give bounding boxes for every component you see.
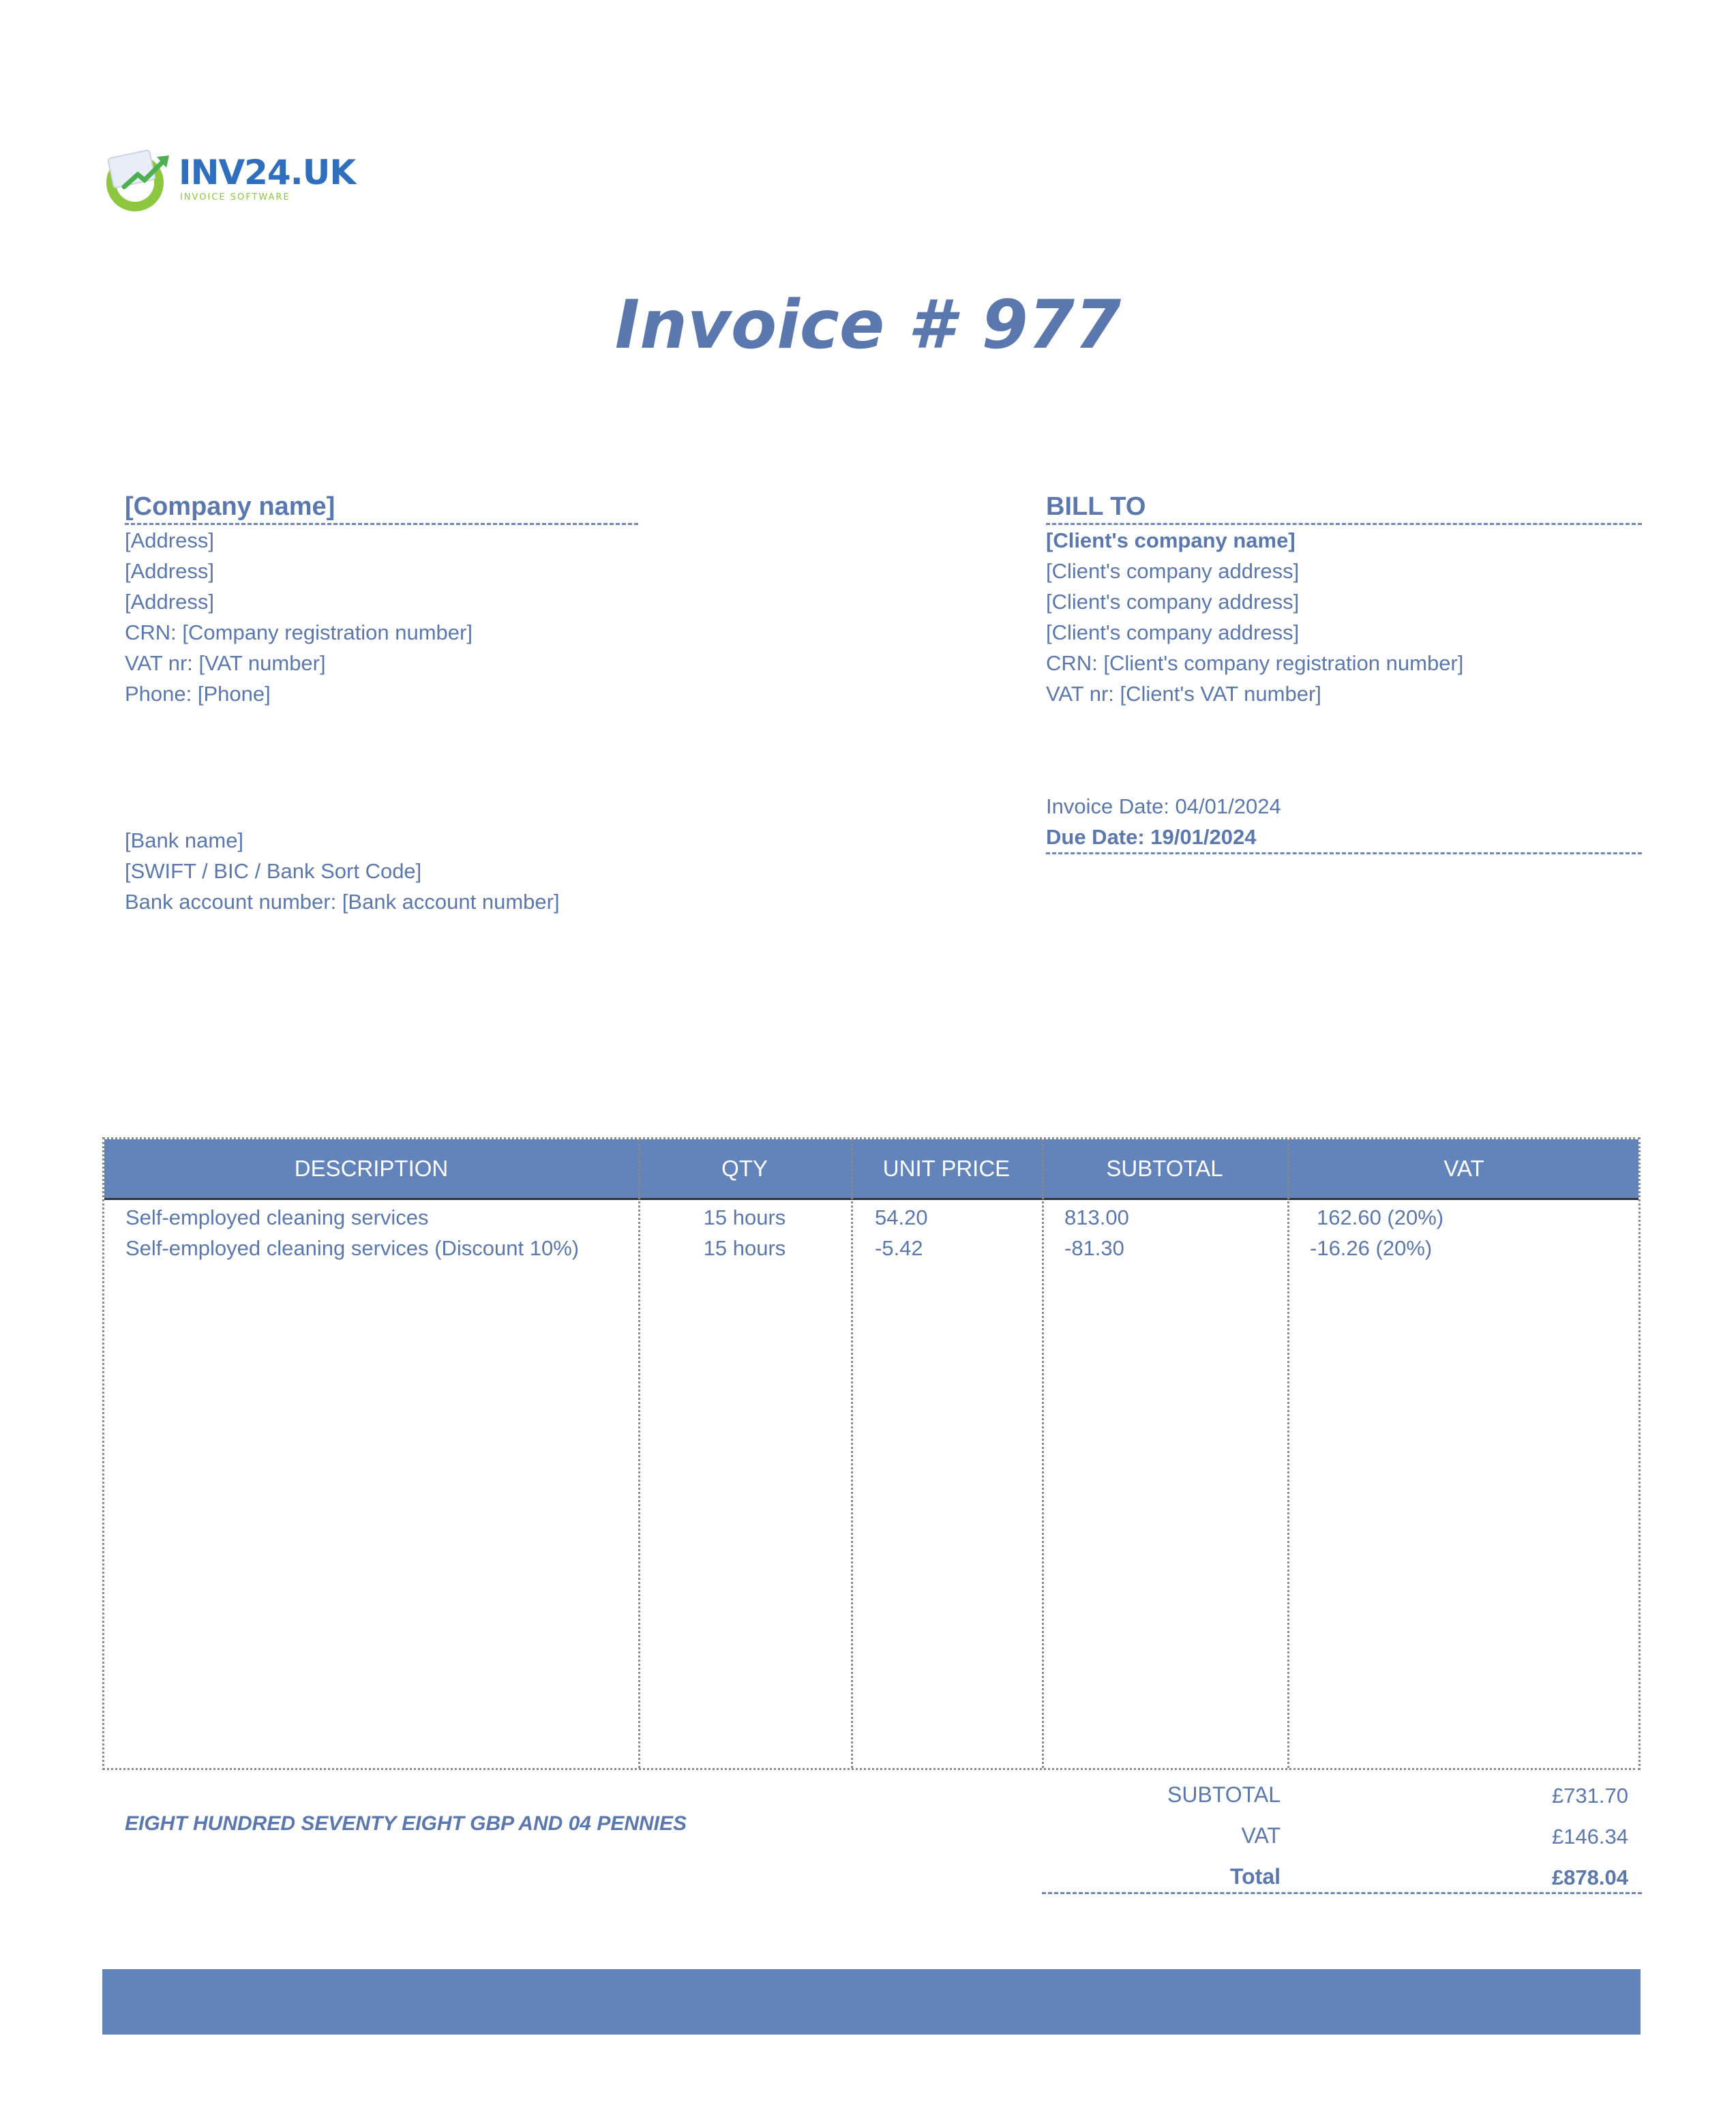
- table-row-1-qty: 15 hours: [703, 1205, 786, 1229]
- column-divider: [851, 1139, 853, 1768]
- client-company-name: [Client's company name]: [1046, 528, 1296, 552]
- bill-to-heading: BILL TO: [1046, 492, 1642, 525]
- invoice-date: Invoice Date: 04/01/2024: [1046, 794, 1281, 818]
- company-address-1: [Address]: [125, 528, 214, 552]
- total-label: Total: [1229, 1864, 1281, 1889]
- total-value: £878.04: [1551, 1865, 1628, 1889]
- invoice-title-prefix: Invoice #: [614, 286, 955, 364]
- subtotal-label: SUBTOTAL: [1167, 1782, 1281, 1807]
- subtotal-value: £731.70: [1551, 1784, 1628, 1808]
- bank-name: [Bank name]: [125, 828, 244, 852]
- invoice-number: 977: [981, 286, 1122, 364]
- bank-account-number: Bank account number: [Bank account number]: [125, 890, 560, 914]
- header-subtotal: SUBTOTAL: [1106, 1156, 1223, 1181]
- logo-subtitle: INVOICE SOFTWARE: [180, 192, 290, 203]
- header-description: DESCRIPTION: [294, 1156, 449, 1181]
- logo-icon: [104, 145, 175, 213]
- company-address-2: [Address]: [125, 559, 214, 583]
- client-address-2: [Client's company address]: [1046, 590, 1300, 614]
- logo-text: INV24.UK: [179, 153, 356, 192]
- bank-block: [125, 825, 560, 917]
- dates-block: [1046, 791, 1642, 854]
- column-divider: [1287, 1139, 1289, 1768]
- header-unit-price: UNIT PRICE: [882, 1156, 1011, 1181]
- column-divider: [1042, 1139, 1044, 1768]
- table-row-2-description: Self-employed cleaning services (Discount 10%): [125, 1236, 580, 1260]
- logo: [104, 145, 356, 213]
- table-row-1-unit-price: 54.20: [875, 1205, 928, 1229]
- table-row-1-vat: 162.60 (20%): [1317, 1205, 1444, 1229]
- company-name: [Company name]: [125, 492, 638, 525]
- due-date: Due Date: 19/01/2024: [1046, 822, 1642, 854]
- client-address-3: [Client's company address]: [1046, 620, 1300, 644]
- vat-label: VAT: [1241, 1823, 1281, 1848]
- company-vat: VAT nr: [VAT number]: [125, 651, 326, 675]
- table-row-1-subtotal: 813.00: [1064, 1205, 1129, 1229]
- company-phone: Phone: [Phone]: [125, 682, 271, 706]
- table-row-2-subtotal: -81.30: [1064, 1236, 1124, 1260]
- table-row-1-description: Self-employed cleaning services: [125, 1205, 429, 1229]
- client-vat: VAT nr: [Client's VAT number]: [1046, 682, 1321, 706]
- totals-divider: [1042, 1892, 1642, 1894]
- vat-value: £146.34: [1551, 1825, 1628, 1848]
- bank-swift: [SWIFT / BIC / Bank Sort Code]: [125, 859, 422, 883]
- company-crn: CRN: [Company registration number]: [125, 620, 473, 644]
- footer-bar: [102, 1969, 1641, 2035]
- header-vat: VAT: [1443, 1156, 1484, 1181]
- company-address-3: [Address]: [125, 590, 214, 614]
- amount-in-words: EIGHT HUNDRED SEVENTY EIGHT GBP AND 04 PENNIES: [125, 1812, 687, 1835]
- company-block: [125, 492, 638, 709]
- table-row-2-unit-price: -5.42: [875, 1236, 923, 1260]
- table-row-2-vat: -16.26 (20%): [1310, 1236, 1433, 1260]
- invoice-title: [0, 286, 1736, 364]
- items-table: [102, 1137, 1641, 1770]
- table-header: [104, 1139, 1638, 1200]
- client-address-1: [Client's company address]: [1046, 559, 1300, 583]
- client-crn: CRN: [Client's company registration number]: [1046, 651, 1464, 675]
- table-row-2-qty: 15 hours: [703, 1236, 786, 1260]
- bill-to-block: [1046, 492, 1642, 709]
- header-qty: QTY: [721, 1156, 768, 1181]
